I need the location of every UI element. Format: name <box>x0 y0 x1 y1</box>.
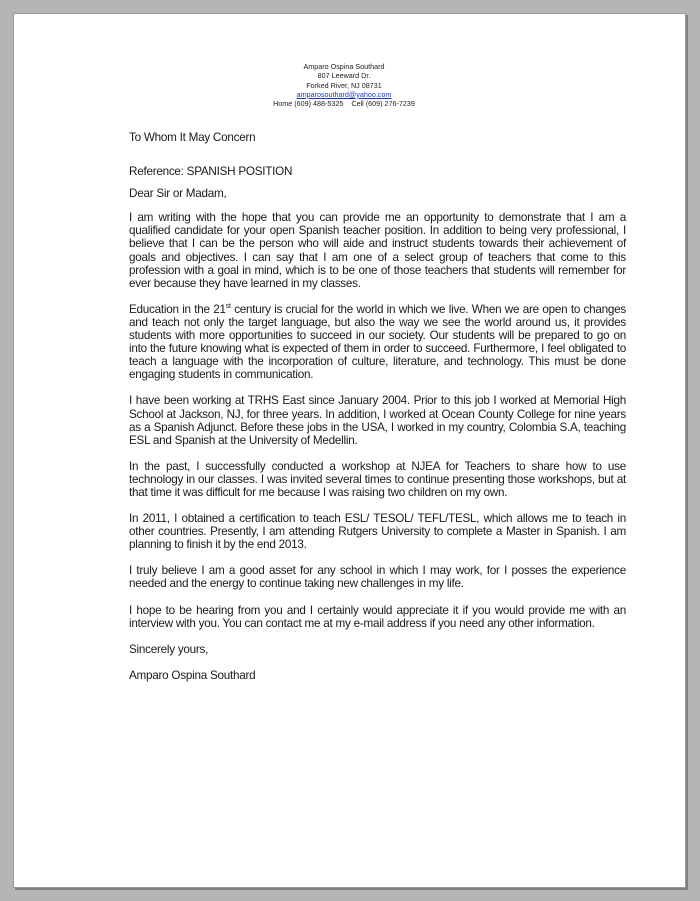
closing-line: Sincerely yours, <box>129 642 209 656</box>
sender-city: Forked River, NJ 08731 <box>306 80 382 90</box>
letterhead <box>14 62 674 108</box>
greeting-line: To Whom It May Concern <box>129 131 256 144</box>
paragraph-intro: I am writing with the hope that you can provide me an opportunity to demonstrate that I am a qualified candidate for your open Spanish teacher position. In addition to being very professional, I believe that I can be the person who will aide and instruct students towards their achievement of goals and objectives. I can say that I am one of a select group of teachers that come to this profession with a goal in mind, which is to be one of those teachers that students will remember for ever because they have learned in my classes. <box>129 211 626 290</box>
letter-page <box>13 13 686 888</box>
paragraph-certification: In 2011, I obtained a certification to teach ESL/ TESOL/ TEFL/TESL, which allows me to teach in other countries. Presently, I am attending Rutgers University to complete a Master in Spanish. I am planning to finish it by the end 2013. <box>129 512 626 552</box>
sender-name: Amparo Ospina Southard <box>303 62 385 71</box>
paragraph-workshop: In the past, I successfully conducted a workshop at NJEA for Teachers to share how to use technology in our classes. I was invited several times to continue presenting those workshops, but at that time it was difficult for me because I was raising two children on my own. <box>129 459 626 499</box>
paragraph-education-start: Education in the 21 <box>129 302 226 316</box>
sender-street: 807 Leeward Dr. <box>317 71 371 81</box>
paragraph-contact: I hope to be hearing from you and I certainly would appreciate it if you would provide me with an interview with you. You can contact me at my e-mail address if you need any other information. <box>129 603 626 630</box>
sender-email-link[interactable]: amparosouthard@yahoo.com <box>296 89 392 99</box>
paragraph-experience: I have been working at TRHS East since January 2004. Prior to this job I worked at Memorial High School at Jackson, NJ, for three years. In addition, I worked at Ocean County College for nine years as a Spanish Adjunct. Before these jobs in the USA, I worked in my country, Colombia S.A, teaching ESL and Spanish at the University of Medellin. <box>129 394 626 447</box>
reference-line: Reference: SPANISH POSITION <box>129 165 293 179</box>
signature-name: Amparo Ospina Southard <box>129 668 256 682</box>
paragraph-education <box>129 303 626 382</box>
sender-phones: Home (609) 488-5325 Cell (609) 276-7239 <box>273 99 415 109</box>
paragraph-asset: I truly believe I am a good asset for any school in which I may work, for I posses the experience needed and the energy to continue taking new challenges in my life. <box>129 564 626 591</box>
paragraph-education-rest: century is crucial for the world in which we live. When we are open to changes and teach not only the target language, but also the way we see the world around us, it provides students with more opportunities to succeed in our society. Our students will be prepared to go on into the future knowing what is expected of them in order to succeed. Furthermore, I feel obligated to teach a language with the incorporation of culture, literature, and technology. This must be done engaging students in communication. <box>129 302 626 382</box>
salutation-line: Dear Sir or Madam, <box>129 187 227 201</box>
letter-body <box>129 131 626 682</box>
ordinal-superscript: st <box>225 302 231 310</box>
